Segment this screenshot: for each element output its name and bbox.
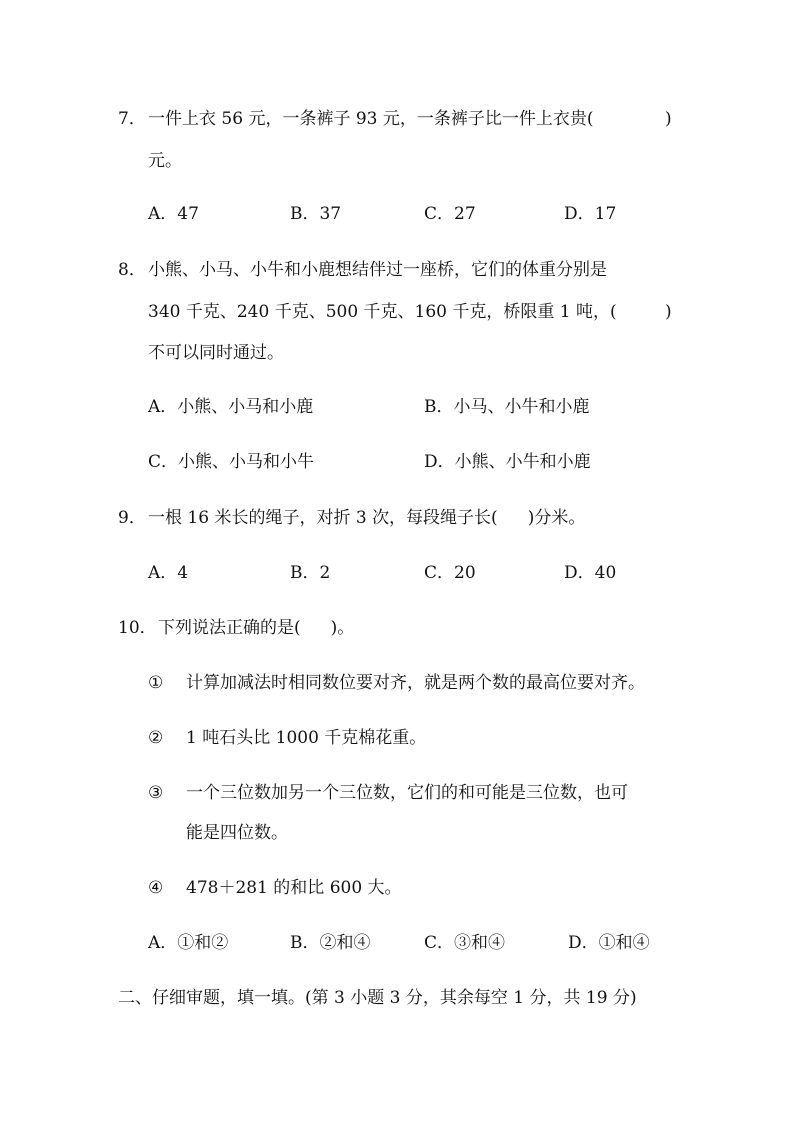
statement-2-mark: ② bbox=[148, 728, 164, 748]
statement-2-text: 1 吨石头比 1000 千克棉花重。 bbox=[186, 728, 427, 748]
statement-1-text: 计算加减法时相同数位要对齐，就是两个数的最高位要对齐。 bbox=[186, 673, 645, 693]
q9-text bbox=[148, 506, 585, 530]
q9-text-before: 一根 16 米长的绳子，对折 3 次，每段绳子长( bbox=[148, 508, 498, 528]
q7-number: 7． bbox=[118, 109, 146, 129]
q7-option-d[interactable]: D．17 bbox=[564, 204, 617, 224]
q7-option-c[interactable]: C．27 bbox=[424, 204, 476, 224]
q10-number: 10． bbox=[118, 618, 157, 638]
q7-option-b[interactable]: B．37 bbox=[290, 204, 342, 224]
q7-option-a[interactable]: A．47 bbox=[148, 204, 199, 224]
q8-close-paren: ) bbox=[665, 302, 672, 322]
q9-option-a[interactable]: A．4 bbox=[148, 563, 189, 583]
q10-options bbox=[0, 931, 794, 955]
q10-option-b[interactable]: B．②和④ bbox=[290, 933, 371, 953]
q10-option-c[interactable]: C．③和④ bbox=[424, 933, 506, 953]
q8-option-d[interactable]: D．小熊、小牛和小鹿 bbox=[424, 452, 591, 472]
q10-option-d[interactable]: D．①和④ bbox=[568, 933, 650, 953]
q8-text-line-3: 不可以同时通过。 bbox=[148, 343, 284, 363]
statement-3-text-line-1: 一个三位数加另一个三位数，它们的和可能是三位数，也可 bbox=[186, 783, 628, 803]
statement-1-mark: ① bbox=[148, 673, 164, 693]
q8-options-row-2 bbox=[0, 450, 794, 474]
statement-3-text-line-2: 能是四位数。 bbox=[186, 823, 288, 843]
q8-text-line-2: 340 千克、240 千克、500 千克、160 千克，桥限重 1 吨，( bbox=[148, 302, 617, 322]
q9-options bbox=[0, 561, 794, 585]
q9-number: 9． bbox=[118, 508, 146, 528]
q10-option-a[interactable]: A．①和② bbox=[148, 933, 229, 953]
q8-options-row-1 bbox=[0, 395, 794, 419]
q9-option-d[interactable]: D．40 bbox=[564, 563, 617, 583]
q8-option-c[interactable]: C．小熊、小马和小牛 bbox=[148, 452, 315, 472]
q7-text-line-2: 元。 bbox=[148, 151, 182, 171]
q9-option-c[interactable]: C．20 bbox=[424, 563, 476, 583]
q8-number: 8． bbox=[118, 260, 146, 280]
q7-text-line-1: 一件上衣 56 元，一条裤子 93 元，一条裤子比一件上衣贵( bbox=[148, 109, 594, 129]
q8-option-b[interactable]: B．小马、小牛和小鹿 bbox=[424, 397, 590, 417]
q8-option-a[interactable]: A．小熊、小马和小鹿 bbox=[148, 397, 314, 417]
q7-close-paren: ) bbox=[665, 109, 672, 129]
q8-text-line-1: 小熊、小马、小牛和小鹿想结伴过一座桥，它们的体重分别是 bbox=[148, 260, 607, 280]
section-heading: 二、仔细审题，填一填。(第 3 小题 3 分，其余每空 1 分，共 19 分) bbox=[118, 988, 637, 1008]
statement-4-mark: ④ bbox=[148, 878, 164, 898]
q10-text-before: 下列说法正确的是( bbox=[158, 618, 301, 638]
statement-4-text: 478＋281 的和比 600 大。 bbox=[186, 878, 402, 898]
q9-option-b[interactable]: B．2 bbox=[290, 563, 331, 583]
statement-3-mark: ③ bbox=[148, 783, 164, 803]
q9-text-after: )分米。 bbox=[527, 508, 586, 528]
q7-options bbox=[0, 202, 794, 226]
q10-text bbox=[158, 616, 354, 640]
q10-text-after: )。 bbox=[330, 618, 355, 638]
